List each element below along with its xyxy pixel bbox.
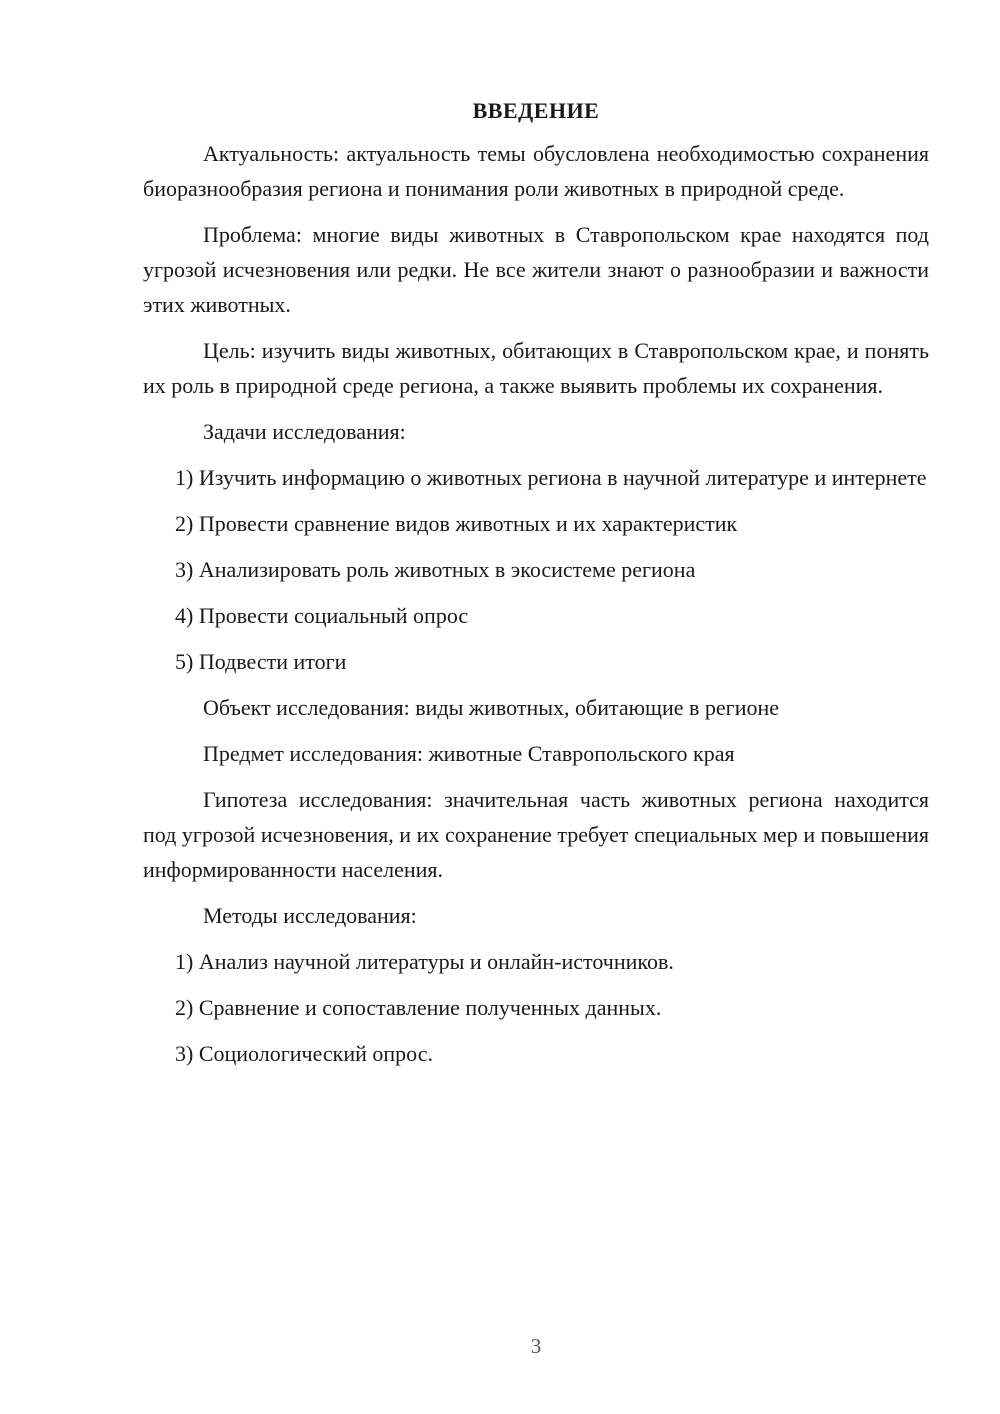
methods-heading: Методы исследования: xyxy=(203,903,417,928)
relevance-paragraph: Актуальность: актуальность темы обусловлена необходимостью сохранения биоразнообразия региона и понимания роли животных в природной среде. xyxy=(143,141,929,201)
task-item: 1) Изучить информацию о животных региона в научной литературе и интернете xyxy=(175,465,927,490)
tasks-heading: Задачи исследования: xyxy=(203,419,406,444)
task-item: 3) Анализировать роль животных в экосистеме региона xyxy=(175,557,696,582)
task-item: 4) Провести социальный опрос xyxy=(175,603,469,628)
hypothesis-paragraph: Гипотеза исследования: значительная часть животных региона находится под угрозой исчезновения, и их сохранение требует специальных мер и повышения информированности населения. xyxy=(143,787,929,882)
section-title: ВВЕДЕНИЕ xyxy=(472,98,600,123)
goal-paragraph: Цель: изучить виды животных, обитающих в Ставропольском крае, и понять их роль в природной среде региона, а также выявить проблемы их сохранения. xyxy=(143,338,929,398)
task-item: 5) Подвести итоги xyxy=(175,649,347,674)
method-item: 3) Социологический опрос. xyxy=(175,1041,433,1066)
task-item: 2) Провести сравнение видов животных и их характеристик xyxy=(175,511,738,536)
method-item: 1) Анализ научной литературы и онлайн-источников. xyxy=(175,949,674,974)
method-item: 2) Сравнение и сопоставление полученных данных. xyxy=(175,995,662,1020)
problem-paragraph: Проблема: многие виды животных в Ставропольском крае находятся под угрозой исчезновения или редки. Не все жители знают о разнообразии и важности этих животных. xyxy=(143,222,929,317)
object-paragraph: Объект исследования: виды животных, обитающие в регионе xyxy=(203,695,780,720)
subject-paragraph: Предмет исследования: животные Ставропольского края xyxy=(203,741,735,766)
document-page xyxy=(143,96,929,1082)
page-number: 3 xyxy=(530,1334,542,1358)
